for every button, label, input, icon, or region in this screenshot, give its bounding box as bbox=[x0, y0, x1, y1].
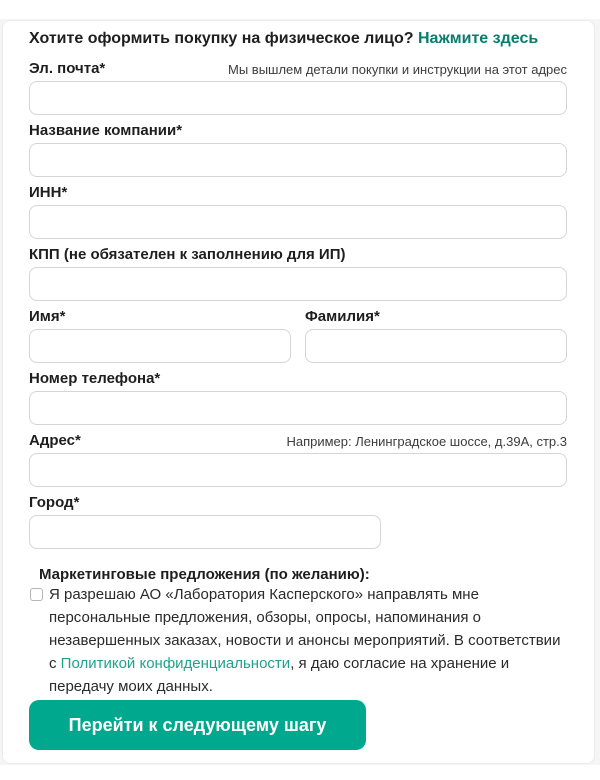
city-field-group bbox=[29, 495, 567, 549]
inn-field-group bbox=[29, 185, 567, 239]
city-label: Город* bbox=[29, 494, 80, 511]
address-label: Адрес* bbox=[29, 432, 81, 449]
first-name-input[interactable] bbox=[29, 329, 291, 363]
name-fields-row bbox=[29, 309, 567, 363]
phone-input[interactable] bbox=[29, 391, 567, 425]
last-name-input[interactable] bbox=[305, 329, 567, 363]
marketing-consent-row bbox=[29, 583, 569, 698]
phone-field-group bbox=[29, 371, 567, 425]
company-label: Название компании* bbox=[29, 122, 183, 139]
first-name-field-group bbox=[29, 309, 291, 363]
first-name-label: Имя* bbox=[29, 308, 66, 325]
individual-purchase-link[interactable]: Нажмите здесь bbox=[418, 30, 539, 47]
billing-form bbox=[29, 61, 567, 549]
phone-label: Номер телефона* bbox=[29, 370, 161, 387]
consent-text-after-link: , я даю согласие на хранение и передачу моих данных. bbox=[49, 655, 510, 695]
inn-label: ИНН* bbox=[29, 184, 68, 201]
marketing-consent-text bbox=[49, 583, 568, 698]
privacy-policy-link[interactable]: Политикой конфиденциальности bbox=[60, 655, 291, 672]
email-input[interactable] bbox=[29, 81, 567, 115]
marketing-offers-heading: Маркетинговые предложения (по желанию): bbox=[39, 566, 370, 583]
individual-purchase-question: Хотите оформить покупку на физическое лицо? bbox=[29, 30, 414, 47]
last-name-field-group bbox=[305, 309, 567, 363]
last-name-label: Фамилия* bbox=[305, 308, 380, 325]
address-field-group bbox=[29, 433, 567, 487]
consent-text-before-link: Я разрешаю АО «Лаборатория Касперского» направлять мне персональные предложения, обзоры, опросы, напоминания о незавершенных заказах, новости и анонсы мероприятий. В соответствии с bbox=[49, 586, 561, 672]
address-input[interactable] bbox=[29, 453, 567, 487]
inn-input[interactable] bbox=[29, 205, 567, 239]
individual-purchase-prompt bbox=[29, 29, 567, 49]
marketing-consent-checkbox[interactable] bbox=[30, 588, 43, 601]
address-hint: Например: Ленинградское шоссе, д.39А, стр.3 bbox=[286, 434, 567, 449]
kpp-field-group bbox=[29, 247, 567, 301]
company-name-input[interactable] bbox=[29, 143, 567, 177]
company-details-form-card bbox=[2, 20, 595, 764]
email-hint: Мы вышлем детали покупки и инструкции на этот адрес bbox=[228, 62, 567, 77]
city-input[interactable] bbox=[29, 515, 381, 549]
next-step-button[interactable]: Перейти к следующему шагу bbox=[29, 700, 366, 750]
email-field-group bbox=[29, 61, 567, 115]
kpp-label: КПП (не обязателен к заполнению для ИП) bbox=[29, 246, 346, 263]
kpp-input[interactable] bbox=[29, 267, 567, 301]
company-field-group bbox=[29, 123, 567, 177]
email-label: Эл. почта* bbox=[29, 60, 106, 77]
